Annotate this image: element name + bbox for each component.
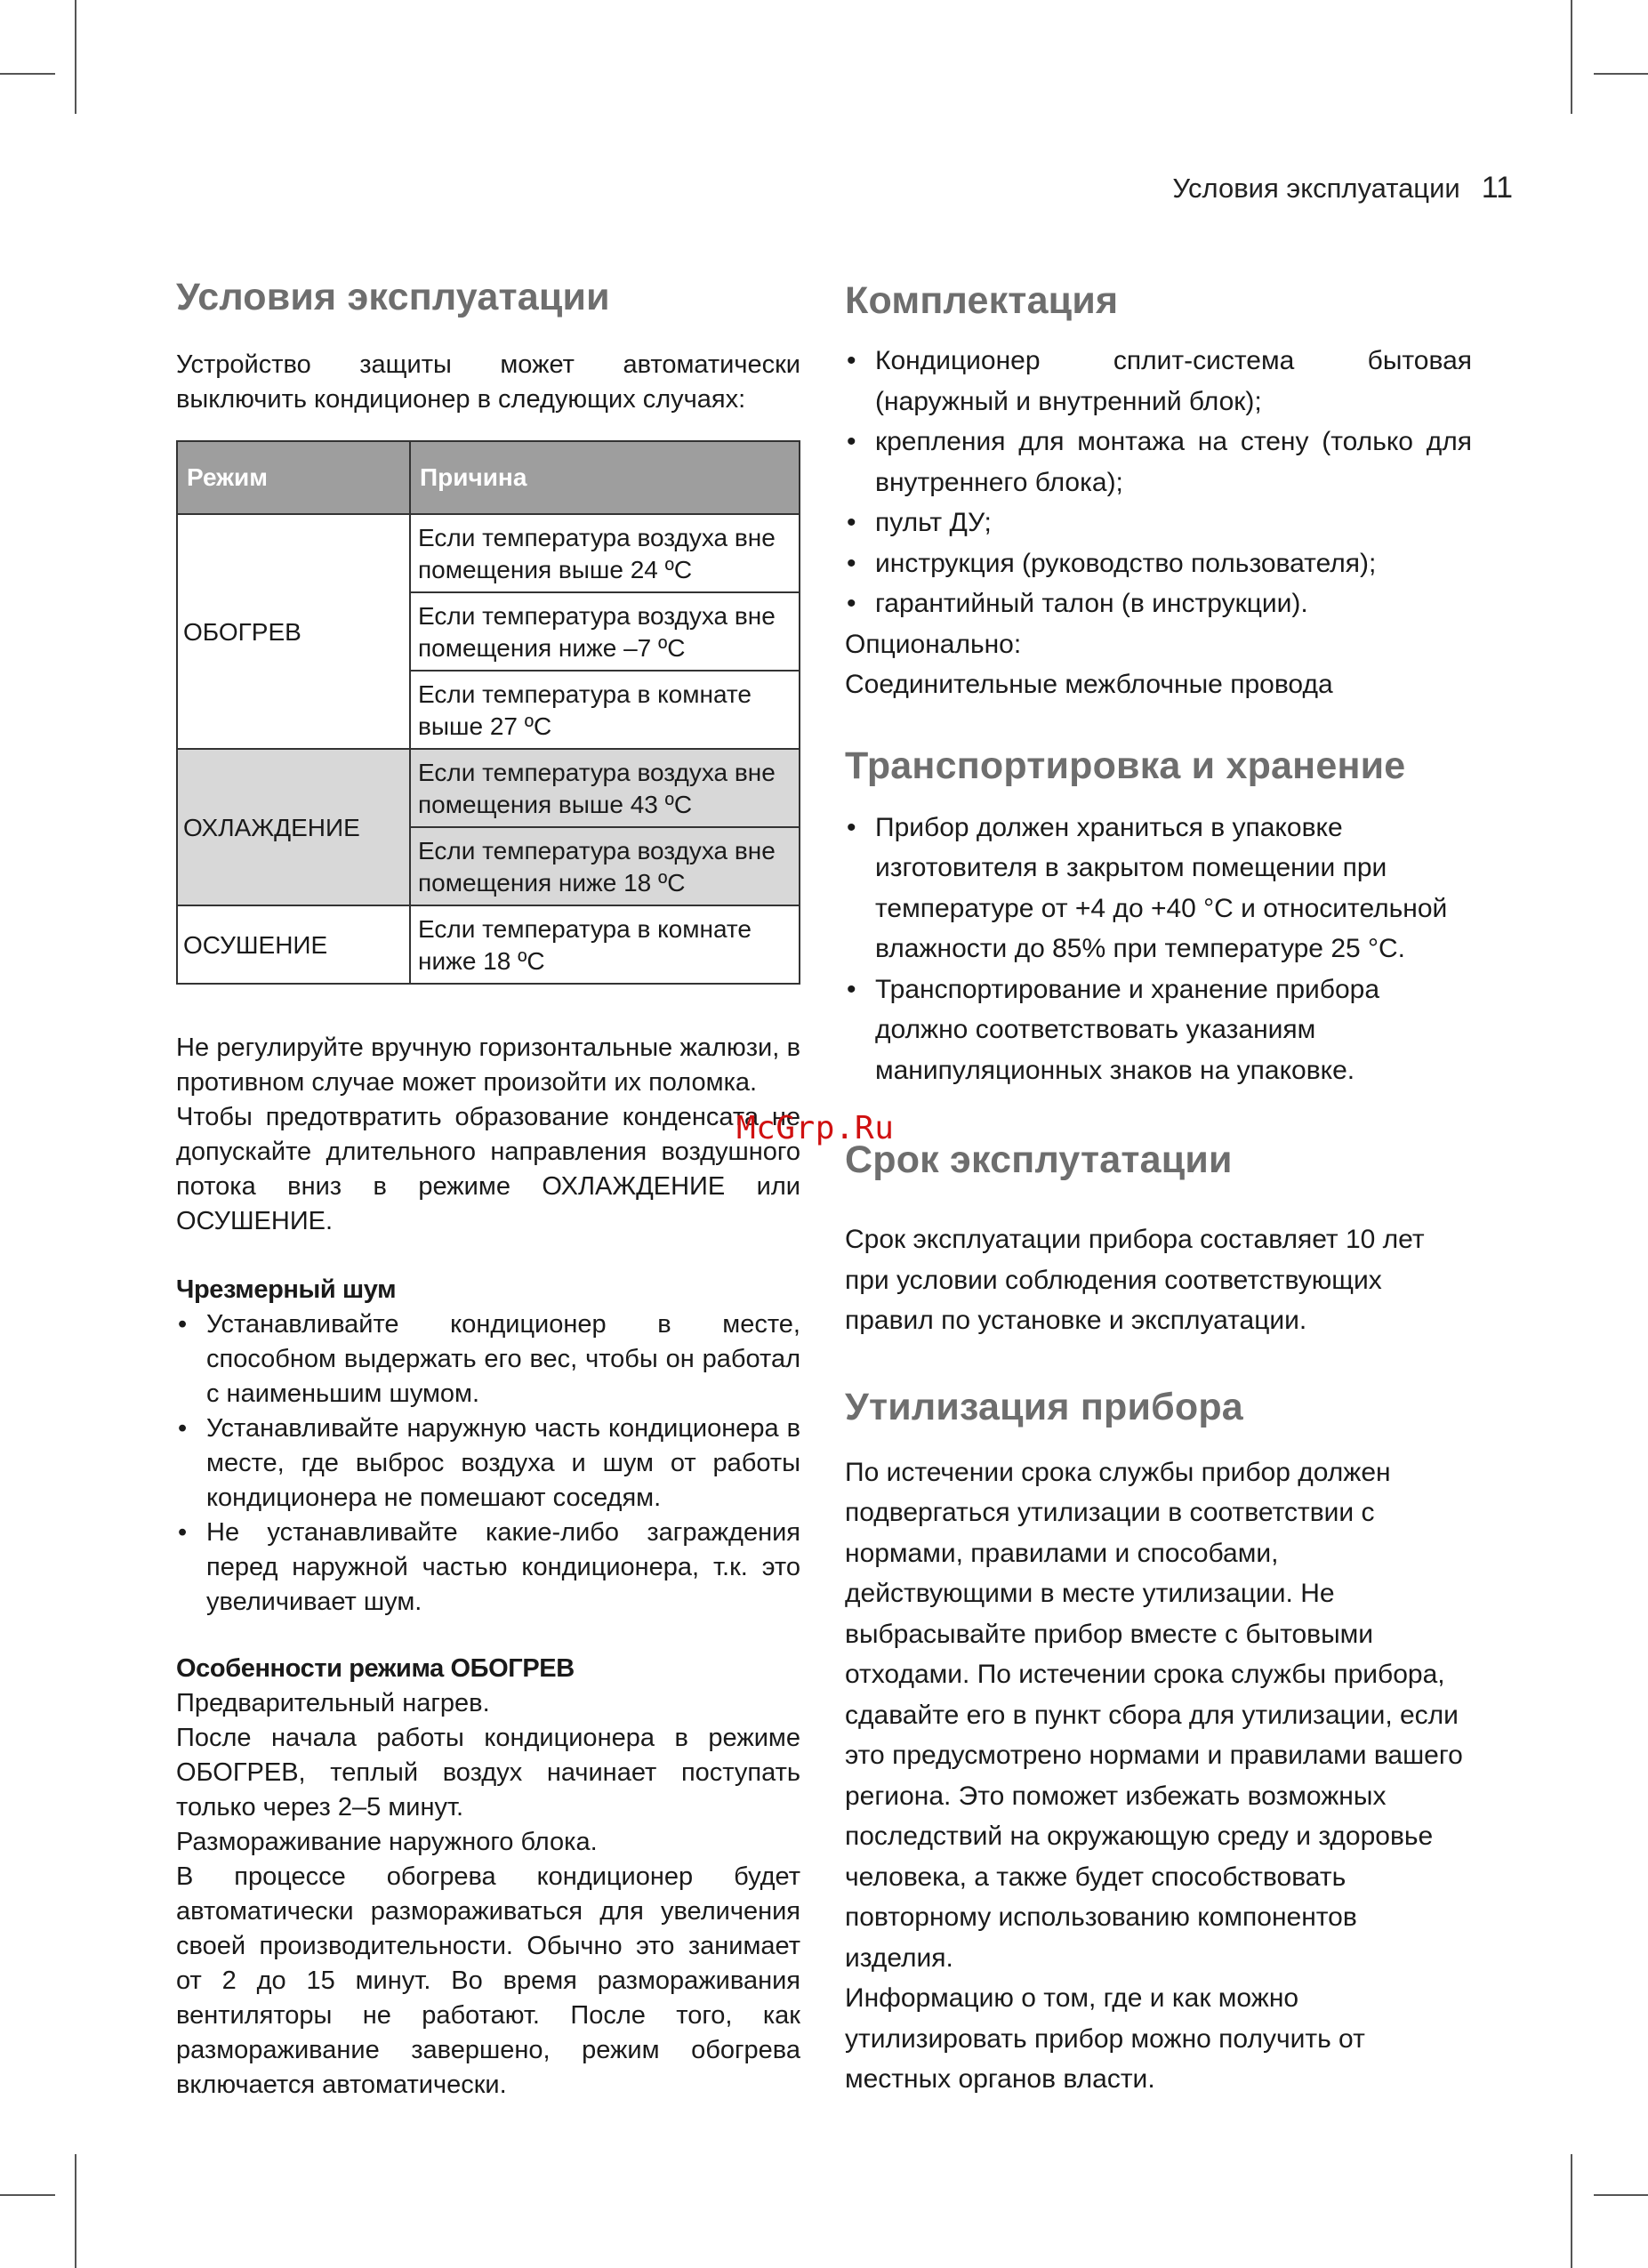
optional-label: Опционально: [845,629,1022,659]
list-item: • Устанавливайте наружную часть кондиционера в месте, где выброс воздуха и шум от работы кондиционера не помешают соседям. [176,1411,800,1516]
crop-mark [75,2154,76,2268]
kit-heading: Комплектация [845,279,1119,322]
list-item: • Прибор должен храниться в упаковке изготовителя в закрытом помещении при температуре от +4 до +40 °С и относительной влажности до 85% при температуре 25 °С. [845,808,1472,969]
list-item: • Кондиционер сплит-система бытовая (наружный и внутренний блок); [845,341,1472,422]
heating-line: После начала работы кондиционера в режиме ОБОГРЕВ, теплый воздух начинает поступать только через 2–5 минут. [176,1724,800,1822]
table-row [177,514,800,592]
disposal-heading: Утилизация прибора [845,1385,1243,1428]
mode-cell: ОХЛАЖДЕНИЕ [177,749,410,905]
crop-mark [0,2194,55,2196]
kit-list [845,341,1472,624]
lifetime-paragraph: Срок эксплуатации прибора составляет 10 лет при условии соблюдения соответствующих правил по установке и эксплуатации. [845,1225,1425,1335]
transport-list [845,808,1472,1091]
watermark-text: McGrp.Ru [736,1110,895,1146]
noise-list [176,1307,800,1620]
header-title: Условия эксплуатации [1172,173,1460,204]
louver-warning-paragraph: Не регулируйте вручную горизонтальные жалюзи, в противном случае может произойти их поломка. [176,1033,800,1097]
disposal-paragraph: По истечении срока службы прибор должен подвергаться утилизации в соответствии с нормами, правилами и способами, действующими в месте утилизации. Не выбрасывайте прибор вместе с бытовыми отходами. По истечении срока службы прибора, сдавайте его в пункт сбора для утилизации, если это предусмотрено нормами и правилами вашего региона. Это поможет избежать возможных последствий на окружающую среду и здоровье человека, а также будет способствовать повторному использованию компонентов изделия. [845,1457,1463,1973]
heating-line: В процессе обогрева кондиционер будет автоматически размораживаться для увеличения своей производительности. Обычно это занимает от 2 до 15 минут. Во время размораживания вентиляторы не работают. После того, как размораживание завершено, режим обогрева включается автоматически. [176,1862,800,2099]
transport-heading: Транспортировка и хранение [845,744,1406,787]
heating-line: Предварительный нагрев. [176,1689,490,1717]
crop-mark [1594,2194,1648,2196]
crop-mark [1571,2154,1572,2268]
protection-table [176,440,800,985]
list-item: • Устанавливайте кондиционер в месте, способном выдержать его вес, чтобы он работал с наименьшим шумом. [176,1307,800,1411]
table-header-mode: Режим [177,441,410,514]
reason-cell: Если температура воздуха вне помещения выше 24 ºC [410,514,800,592]
reason-cell: Если температура воздуха вне помещения ниже 18 ºC [410,827,800,905]
disposal-paragraph-2: Информацию о том, где и как можно утилизировать прибор можно получить от местных органов власти. [845,1983,1365,2094]
list-item: • пульт ДУ; [845,503,1472,543]
reason-cell: Если температура воздуха вне помещения выше 43 ºC [410,749,800,827]
mode-cell: ОБОГРЕВ [177,514,410,749]
page-number: 11 [1481,171,1513,205]
heating-line: Размораживание наружного блока. [176,1828,598,1856]
condensate-paragraph: Чтобы предотвратить образование конденсата не допускайте длительного направления воздушного потока вниз в режиме ОХЛАЖДЕНИЕ или ОСУШЕНИЕ. [176,1103,800,1235]
right-column [845,267,1472,2100]
lifetime-heading: Срок эксплутатации [845,1138,1233,1181]
crop-mark [75,0,76,114]
optional-text: Соединительные межблочные провода [845,670,1333,699]
noise-title: Чрезмерный шум [176,1275,397,1304]
intro-paragraph: Устройство защиты может автоматически выключить кондиционер в следующих случаях: [176,350,800,414]
reason-cell: Если температура воздуха вне помещения ниже –7 ºC [410,592,800,671]
list-item: • Не устанавливайте какие-либо заграждения перед наружной частью кондиционера, т.к. это увеличивает шум. [176,1516,800,1620]
list-item: • Транспортирование и хранение прибора должно соответствовать указаниям манипуляционных знаков на упаковке. [845,969,1472,1091]
table-header-reason: Причина [410,441,800,514]
running-header [1172,171,1513,205]
reason-cell: Если температура в комнате выше 27 ºC [410,671,800,749]
reason-cell: Если температура в комнате ниже 18 ºC [410,905,800,984]
list-item: • крепления для монтажа на стену (только для внутреннего блока); [845,422,1472,503]
table-row [177,749,800,827]
mode-cell: ОСУШЕНИЕ [177,905,410,984]
table-row [177,905,800,984]
left-column [176,267,800,2103]
operating-conditions-heading: Условия эксплуатации [176,276,610,318]
crop-mark [1571,0,1572,114]
crop-mark [0,73,55,75]
heating-mode-title: Особенности режима ОБОГРЕВ [176,1654,575,1683]
crop-mark [1594,73,1648,75]
list-item: • гарантийный талон (в инструкции). [845,583,1472,624]
list-item: • инструкция (руководство пользователя); [845,543,1472,584]
